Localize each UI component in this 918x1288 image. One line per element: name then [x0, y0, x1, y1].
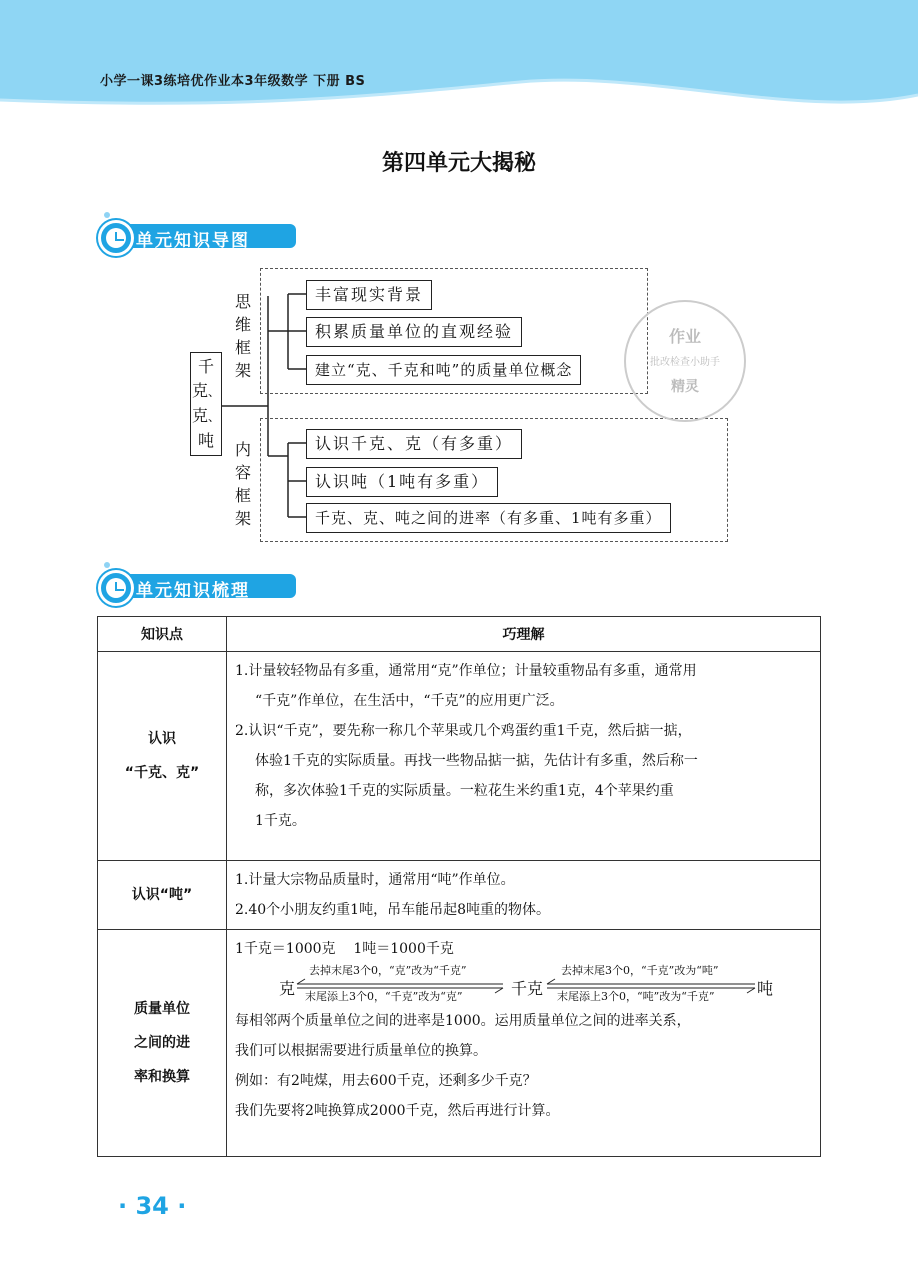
mindmap-node: 建立“克、千克和吨”的质量单位概念 — [306, 355, 581, 385]
clock-icon — [98, 570, 134, 606]
conversion-diagram: 克 去掉末尾3个0，“克”改为“千克” 末尾添上3个0，“千克”改为“克” 千克 去掉末尾3个0，“千克”改为“吨” 末尾添上3个0，“吨”改为“千克” 吨 — [235, 964, 812, 1006]
thinking-frame-label: 思 维 框 架 — [234, 292, 251, 380]
section-title: 单元知识梳理 — [136, 581, 250, 601]
knowledge-table — [97, 616, 821, 1157]
table-header: 巧理解 — [227, 617, 821, 652]
decor-dot — [104, 562, 110, 568]
watermark-stamp: 作业 批改检查小助手 精灵 — [624, 300, 746, 422]
explanation: 1.计量较轻物品有多重，通常用“克”作单位；计量较重物品有多重，通常用 “千克”作单位，在生活中，“千克”的应用更广泛。 2.认识“千克”，要先称一称几个苹果或几个鸡蛋约重1千克，然后掂一掂， 体验1千克的实际质量。再找一些物品掂一掂，先估计有多重，然后称一 称，多次体验1千克的实际质量。一粒花生米约重1克，4个苹果约重 1千克。 — [227, 652, 821, 861]
book-title: 小学一课3练培优作业本3年级数学 下册 BS — [100, 74, 366, 89]
explanation: 1.计量大宗物品质量时，通常用“吨”作单位。 2.40个小朋友约重1吨，吊车能吊起8吨重的物体。 — [227, 861, 821, 930]
explanation: 1千克＝1000克 1吨＝1000千克 克 去掉末尾3个0，“克”改为“千克” 末尾添上3个0，“千克”改为“克” 千克 去掉末尾3个0，“千克”改为“吨” 末尾添上3个0，“吨”改为“千克” 吨 每相邻两个质量单位之间的进率是1000。运用质量单位之间的进率关系， 我们可以根据需要进行质量单位的换算。 例如：有2吨煤，用去600千克，还剩多少千克？ 我们先要将2吨换算成2000千克，然后再进行计算。 — [227, 930, 821, 1157]
mindmap-node: 认识吨（1吨有多重） — [306, 467, 498, 497]
table-row — [98, 652, 821, 861]
mindmap-node: 积累质量单位的直观经验 — [306, 317, 522, 347]
mindmap-node: 千克、克、吨之间的进率（有多重、1吨有多重） — [306, 503, 671, 533]
knowledge-point: 质量单位 之间的进 率和换算 — [98, 930, 227, 1157]
table-row — [98, 930, 821, 1157]
table-header: 知识点 — [98, 617, 227, 652]
knowledge-point: 认识“吨” — [98, 861, 227, 930]
section-sort-label — [98, 566, 298, 602]
knowledge-point: 认识 “千克、克” — [98, 652, 227, 861]
mindmap-node: 丰富现实背景 — [306, 280, 432, 310]
page-title: 第四单元大揭秘 — [381, 151, 536, 176]
table-row — [98, 861, 821, 930]
table-header-row — [98, 617, 821, 652]
mindmap-root: 千 克、 克、 吨 — [190, 352, 222, 456]
unit-formula: 1千克＝1000克 1吨＝1000千克 — [235, 941, 454, 957]
page-number: · 34 · — [118, 1192, 187, 1220]
content-frame-label: 内 容 框 架 — [234, 440, 251, 528]
mindmap-node: 认识千克、克（有多重） — [306, 429, 522, 459]
section-title: 单元知识导图 — [136, 231, 250, 251]
